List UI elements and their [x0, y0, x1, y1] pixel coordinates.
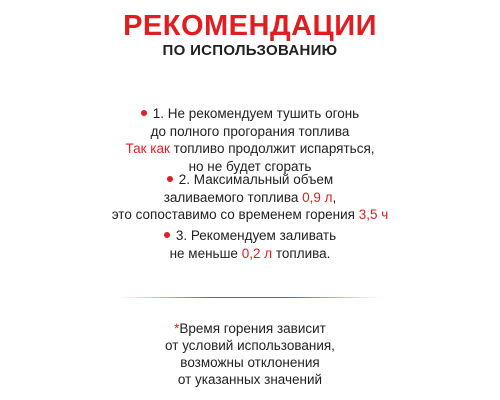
- recommendation-1-line-3: Так как топливо продолжит испаряться,: [125, 141, 375, 156]
- recommendation-1-line-1: 1. Не рекомендуем тушить огонь: [0, 105, 500, 123]
- recommendation-3-line-2: не меньше 0,2 л топлива.: [169, 245, 331, 261]
- page-title: РЕКОМЕНДАЦИИ: [123, 10, 377, 42]
- footnote-line-1: *Время горения зависит: [174, 321, 326, 336]
- footnote: [0, 320, 500, 388]
- recommendation-1-line-2: до полного прогорания топлива: [150, 123, 350, 139]
- recommendation-1-line-4: но не будет сгорать: [188, 158, 312, 174]
- red-dot-icon: [164, 232, 170, 238]
- footnote-line-3: возможны отклонения: [180, 355, 320, 370]
- footnote-line-4: от указанных значений: [177, 372, 323, 387]
- recommendation-3: [0, 227, 500, 262]
- red-dot-icon: [167, 176, 173, 182]
- min-volume-value: 0,2 л: [241, 245, 273, 261]
- recommendation-2-line-3: это сопоставимо со временем горения 3,5 ч: [111, 207, 389, 222]
- page-subtitle: ПО ИСПОЛЬЗОВАНИЮ: [162, 42, 338, 59]
- burn-time-value: 3,5 ч: [358, 207, 389, 222]
- recommendation-2-line-1: 2. Максимальный объем: [0, 171, 500, 189]
- volume-value: 0,9 л: [302, 189, 333, 205]
- recommendation-1: [0, 105, 500, 175]
- footnote-line-2: от условий использования,: [165, 338, 335, 353]
- recommendation-2: [0, 171, 500, 224]
- recommendation-3-line-1: 3. Рекомендуем заливать: [0, 227, 500, 245]
- red-dot-icon: [141, 110, 147, 116]
- highlight-text: Так как: [125, 141, 170, 156]
- recommendation-2-line-2: заливаемого топлива 0,9 л,: [163, 189, 337, 205]
- footnote-asterisk: *: [174, 321, 180, 336]
- divider: [120, 297, 380, 298]
